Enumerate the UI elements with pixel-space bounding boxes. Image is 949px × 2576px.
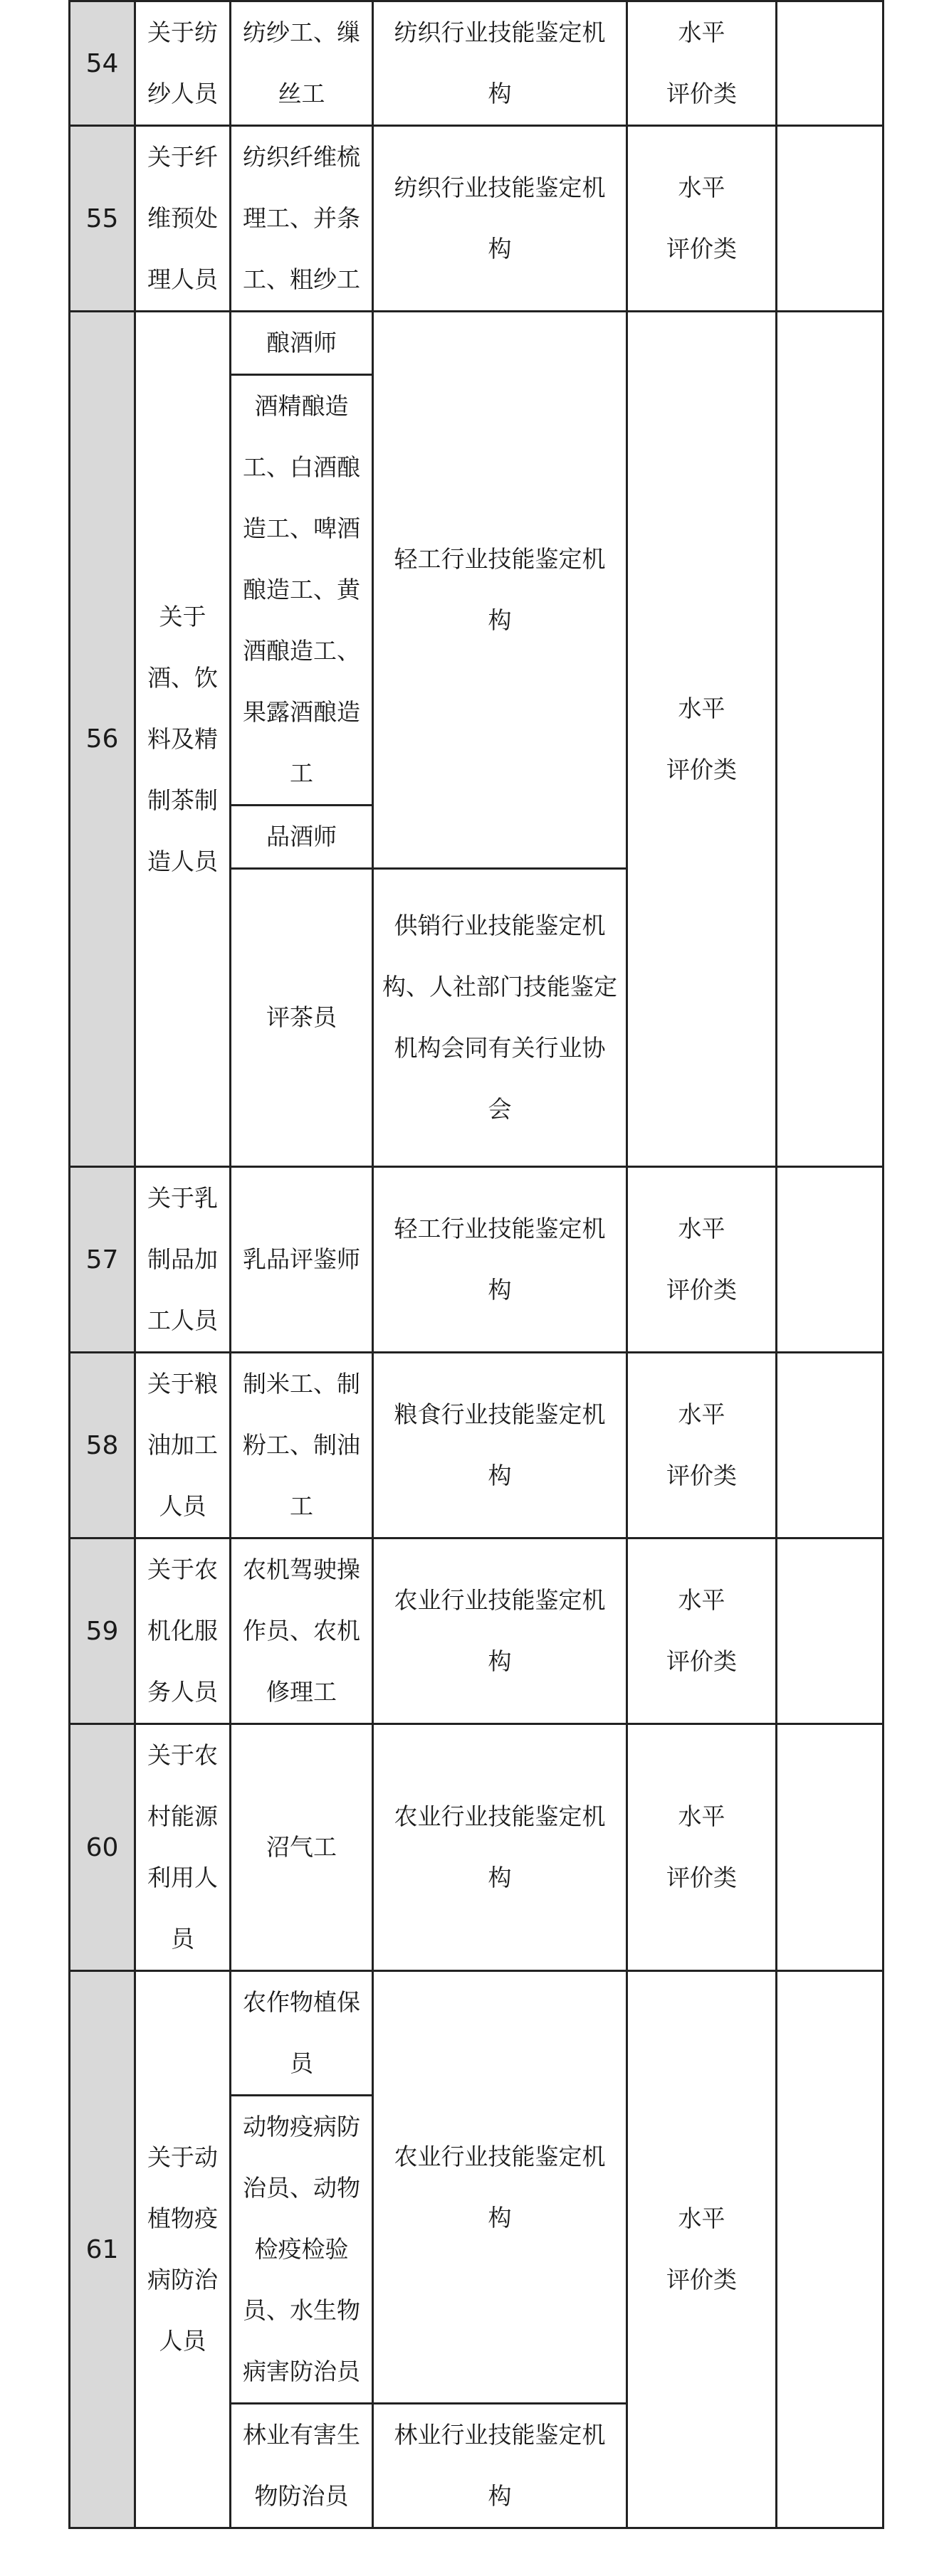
agency-cell	[373, 1724, 627, 1971]
cell-text-line: 林业行业技能鉴定机	[394, 2421, 606, 2449]
cell-text-line: 水平	[678, 174, 725, 201]
cell-text-line: 关于动	[147, 2143, 218, 2171]
cell-text-line: 会	[488, 1095, 512, 1123]
row-number: 61	[70, 1971, 135, 2528]
cell-text-line: 工	[290, 759, 313, 787]
cell-text-line: 构	[488, 1462, 512, 1489]
evaluation-type-cell	[627, 312, 777, 1167]
cell-text-line: 工人员	[147, 1307, 218, 1334]
cell-text-line: 构	[488, 606, 512, 634]
cell-text-line: 制米工、制	[243, 1370, 360, 1398]
cell-text-line: 水平	[678, 1586, 725, 1614]
cell-text-line: 林业有害生	[243, 2421, 360, 2449]
cell-text-line: 务人员	[147, 1678, 218, 1706]
agency-cell	[373, 1971, 627, 2404]
row-number: 57	[70, 1167, 135, 1353]
cell-text-line: 检疫检验	[254, 2235, 349, 2263]
empty-cell	[777, 1971, 884, 2528]
cell-text-line: 乳品评鉴师	[243, 1245, 360, 1273]
cell-text-line: 制茶制	[147, 786, 218, 814]
cell-text-line: 构	[488, 80, 512, 107]
occupation-cell	[231, 869, 373, 1167]
row-number: 54	[70, 1, 135, 126]
cell-text-line: 纺织行业技能鉴定机	[394, 19, 606, 46]
cell-text-line: 水平	[678, 19, 725, 46]
occupation-cell	[231, 1167, 373, 1353]
evaluation-type-cell	[627, 1538, 777, 1724]
empty-cell	[777, 1724, 884, 1971]
cell-text-line: 水平	[678, 1802, 725, 1830]
category-cell	[135, 1, 231, 126]
cell-text-line: 评价类	[666, 1276, 737, 1304]
cell-text-line: 评价类	[666, 235, 737, 263]
table-row	[70, 126, 884, 312]
category-cell	[135, 312, 231, 1167]
cell-text-line: 动物疫病防	[243, 2113, 360, 2140]
cell-text-line: 评价类	[666, 1647, 737, 1675]
cell-text-line: 农业行业技能鉴定机	[394, 2142, 606, 2170]
cell-text-line: 制品加	[147, 1245, 218, 1273]
cell-text-line: 关于	[159, 602, 206, 630]
cell-text-line: 造工、啤酒	[243, 514, 360, 542]
category-cell	[135, 1538, 231, 1724]
table-row	[70, 1971, 884, 2096]
cell-text-line: 理人员	[147, 265, 218, 293]
cell-text-line: 纺织行业技能鉴定机	[394, 174, 606, 201]
cell-text-line: 评价类	[666, 1864, 737, 1891]
cell-text-line: 农业行业技能鉴定机	[394, 1802, 606, 1830]
table-row	[70, 1538, 884, 1724]
cell-text-line: 果露酒酿造	[243, 698, 360, 726]
cell-text-line: 构	[488, 1864, 512, 1891]
empty-cell	[777, 312, 884, 1167]
evaluation-type-cell	[627, 1971, 777, 2528]
cell-text-line: 评茶员	[266, 1003, 337, 1031]
cell-text-line: 粮食行业技能鉴定机	[394, 1400, 606, 1428]
row-number: 59	[70, 1538, 135, 1724]
cell-text-line: 人员	[159, 1492, 206, 1520]
cell-text-line: 构	[488, 2203, 512, 2232]
cell-text-line: 水平	[678, 2205, 725, 2232]
cell-text-line: 工	[290, 1492, 313, 1520]
agency-cell	[373, 1353, 627, 1538]
cell-text-line: 员	[171, 1925, 194, 1953]
cell-text-line: 关于粮	[147, 1370, 218, 1398]
cell-text-line: 植物疫	[147, 2205, 218, 2232]
occupation-cell	[231, 2096, 373, 2404]
empty-cell	[777, 126, 884, 312]
cell-text-line: 维预处	[147, 204, 218, 232]
category-cell	[135, 1353, 231, 1538]
occupation-cell	[231, 1724, 373, 1971]
cell-text-line: 构	[488, 1647, 512, 1675]
cell-text-line: 农业行业技能鉴定机	[394, 1586, 606, 1614]
cell-text-line: 机化服	[147, 1617, 218, 1645]
cell-text-line: 农作物植保	[243, 1988, 360, 2016]
empty-cell	[777, 1167, 884, 1353]
cell-text-line: 油加工	[147, 1431, 218, 1459]
occupation-cell	[231, 1538, 373, 1724]
cell-text-line: 物防治员	[254, 2482, 349, 2510]
occupation-table	[68, 0, 884, 2529]
agency-cell	[373, 1167, 627, 1353]
cell-text-line: 料及精	[147, 724, 218, 753]
occupation-cell	[231, 2404, 373, 2528]
cell-text-line: 造人员	[147, 847, 218, 875]
evaluation-type-cell	[627, 126, 777, 312]
category-cell	[135, 1971, 231, 2528]
table-row	[70, 1353, 884, 1538]
cell-text-line: 病害防治员	[243, 2358, 360, 2385]
evaluation-type-cell	[627, 1353, 777, 1538]
cell-text-line: 关于纺	[147, 19, 218, 46]
category-cell	[135, 1167, 231, 1353]
agency-cell	[373, 1538, 627, 1724]
cell-text-line: 评价类	[666, 755, 737, 783]
agency-cell	[373, 126, 627, 312]
row-number: 56	[70, 312, 135, 1167]
cell-text-line: 评价类	[666, 1462, 737, 1489]
empty-cell	[777, 1538, 884, 1724]
cell-text-line: 利用人	[147, 1864, 218, 1891]
cell-text-line: 轻工行业技能鉴定机	[394, 545, 606, 573]
cell-text-line: 纺织纤维梳	[243, 143, 360, 171]
cell-text-line: 村能源	[147, 1802, 218, 1830]
cell-text-line: 水平	[678, 1400, 725, 1428]
cell-text-line: 构	[488, 2482, 512, 2510]
row-number: 55	[70, 126, 135, 312]
occupation-cell	[231, 806, 373, 869]
cell-text-line: 关于农	[147, 1556, 218, 1583]
table-row	[70, 1, 884, 126]
occupation-cell	[231, 1971, 373, 2096]
cell-text-line: 工、粗纱工	[243, 265, 360, 293]
table-row	[70, 312, 884, 375]
cell-text-line: 员、水生物	[243, 2296, 360, 2324]
cell-text-line: 粉工、制油	[243, 1431, 360, 1459]
agency-cell	[373, 869, 627, 1167]
table-row	[70, 1167, 884, 1353]
cell-text-line: 关于纤	[147, 143, 218, 171]
row-number: 60	[70, 1724, 135, 1971]
cell-text-line: 构	[488, 235, 512, 263]
occupation-cell	[231, 126, 373, 312]
cell-text-line: 水平	[678, 694, 725, 722]
cell-text-line: 纺纱工、缫	[243, 19, 360, 46]
occupation-cell	[231, 312, 373, 375]
occupation-cell	[231, 1, 373, 126]
cell-text-line: 关于乳	[147, 1184, 218, 1212]
cell-text-line: 沼气工	[266, 1833, 337, 1861]
cell-text-line: 酿酒师	[266, 329, 337, 357]
cell-text-line: 品酒师	[266, 823, 337, 850]
cell-text-line: 作员、农机	[243, 1617, 360, 1645]
cell-text-line: 构	[488, 1276, 512, 1304]
category-cell	[135, 126, 231, 312]
agency-cell	[373, 2404, 627, 2528]
table-row	[70, 1724, 884, 1971]
cell-text-line: 工、白酒酿	[243, 453, 360, 481]
cell-text-line: 酒精酿造	[254, 392, 349, 420]
evaluation-type-cell	[627, 1724, 777, 1971]
empty-cell	[777, 1, 884, 126]
cell-text-line: 病防治	[147, 2266, 218, 2293]
occupation-cell	[231, 375, 373, 806]
cell-text-line: 理工、并条	[243, 204, 360, 232]
cell-text-line: 评价类	[666, 2266, 737, 2293]
cell-text-line: 关于农	[147, 1741, 218, 1769]
cell-text-line: 纱人员	[147, 80, 218, 107]
cell-text-line: 酒、饮	[147, 663, 218, 692]
evaluation-type-cell	[627, 1167, 777, 1353]
cell-text-line: 酿造工、黄	[243, 576, 360, 603]
cell-text-line: 酒酿造工、	[243, 637, 360, 665]
category-cell	[135, 1724, 231, 1971]
row-number: 58	[70, 1353, 135, 1538]
cell-text-line: 供销行业技能鉴定机	[394, 912, 606, 939]
cell-text-line: 农机驾驶操	[243, 1556, 360, 1583]
cell-text-line: 构、人社部门技能鉴定	[382, 973, 617, 1001]
cell-text-line: 丝工	[278, 80, 325, 107]
agency-cell	[373, 312, 627, 869]
cell-text-line: 人员	[159, 2327, 206, 2355]
cell-text-line: 机构会同有关行业协	[394, 1034, 606, 1062]
cell-text-line: 评价类	[666, 80, 737, 107]
evaluation-type-cell	[627, 1, 777, 126]
cell-text-line: 治员、动物	[243, 2174, 360, 2202]
cell-text-line: 员	[290, 2049, 313, 2077]
empty-cell	[777, 1353, 884, 1538]
occupation-cell	[231, 1353, 373, 1538]
agency-cell	[373, 1, 627, 126]
cell-text-line: 修理工	[266, 1678, 337, 1706]
cell-text-line: 水平	[678, 1215, 725, 1242]
cell-text-line: 轻工行业技能鉴定机	[394, 1215, 606, 1242]
